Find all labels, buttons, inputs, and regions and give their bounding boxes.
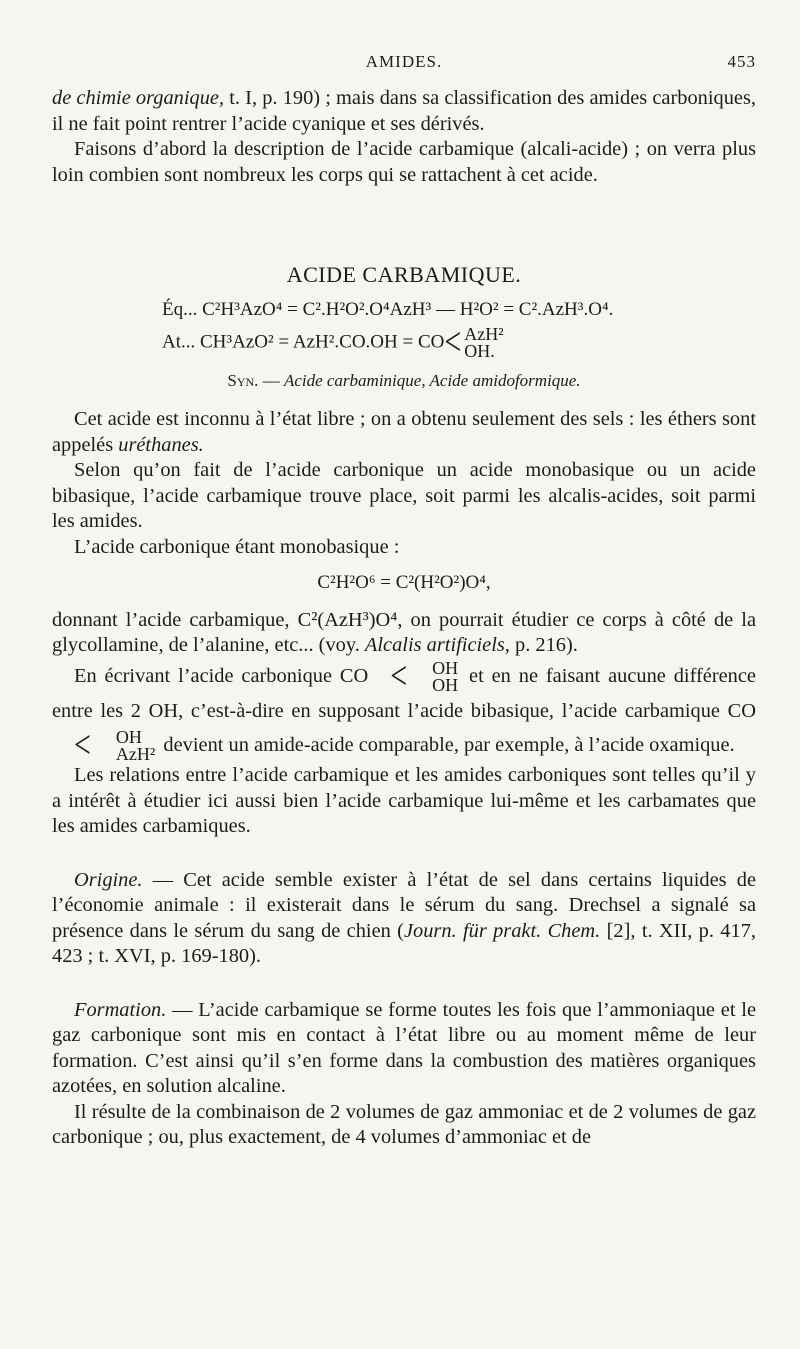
paragraph: L’acide carbonique étant monobasique :: [74, 535, 400, 558]
fraction-bottom: AzH²: [115, 744, 156, 765]
paragraph-text: et en ne faisant aucune différence entre les 2 OH, c’est-à-dire en supposant l’acide bibasique, l’acide carbamique: [52, 664, 756, 722]
paragraph-text: p. 216).: [509, 634, 578, 656]
paragraph: Selon qu’on fait de l’acide carbonique un acide monobasique ou un acide bibasique, l’acide carbamique trouve place, soit parmi les alcalis-acides, soit parmi les amides.: [52, 459, 756, 532]
paragraph-text: — L’acide carbamique se forme toutes les fois que l’ammoniaque et le gaz carbonique sont mis en contact à l’état libre ou au moment même de leur formation. C’est ainsi qu’il s’en forme dans la combustion des matières organiques azotées, en solution alcaline.: [52, 998, 756, 1098]
paragraph-text: [2], t. XII, p. 417, 423 ; t. XVI, p. 169-180).: [52, 919, 756, 968]
paragraph-text: t. I, p. 190) ; mais dans sa classification des amides carboniques, il ne fait point rentrer l’acide cyanique et ses dérivés.: [52, 87, 756, 135]
header-title: AMIDES.: [365, 52, 443, 71]
fraction-bottom: OH.: [464, 340, 495, 361]
paragraph-text: devient un amide-acide comparable, par exemple, à l’acide oxamique.: [158, 733, 735, 756]
bracket-icon: <: [444, 320, 462, 364]
fraction-top: OH: [432, 657, 459, 678]
fraction-bottom: OH: [432, 674, 459, 695]
paragraph-formation: [52, 998, 756, 1100]
paragraph-text: — Cet acide semble exister à l’état de sel dans certains liquides de l’économie animale : il existerait dans le sérum du sang. Drechsel a signalé sa présence dans le sérum du sang de chien (: [52, 868, 756, 942]
paragraph: [52, 608, 756, 659]
paragraph: Faisons d’abord la description de l’acide carbamique (alcali-acide) ; on verra plus loin combien sont nombreux les corps qui se rattachent à cet acide.: [52, 138, 756, 186]
paragraph: Les relations entre l’acide carbamique et les amides carboniques sont telles qu’il y a intérêt à étudier ici aussi bien l’acide carbamique lui-même et les carbamates que les amides carbamiques.: [52, 764, 756, 838]
formula-fraction: [410, 657, 459, 695]
paragraph: [52, 654, 756, 767]
paragraph-text: donnant l’acide carbamique, C²(AzH³)O⁴, on pourrait étudier ce corps à côté de la glycollamine, de l’alanine, etc... (voy.: [52, 608, 756, 656]
origin-label: Origine.: [74, 868, 143, 891]
journal-name: Journ. für prakt. Chem.: [403, 919, 601, 942]
paragraph-origin: [52, 868, 756, 970]
fraction-top: AzH²: [464, 323, 504, 344]
synonym-text: Acide carbaminique, Acide amidoformique.: [283, 370, 581, 390]
italic-text: uréthanes.: [118, 433, 204, 456]
formula-lead: At... CH³AzO² = AzH².CO.OH = CO: [162, 330, 445, 352]
italic-text: Alcalis artificiels,: [364, 634, 510, 656]
formula-equivalent: Éq... C²H³AzO⁴ = C².H²O².O⁴AzH³ — H²O² = C².AzH³.O⁴.: [162, 298, 614, 320]
section-title: ACIDE CARBAMIQUE.: [286, 262, 522, 287]
formula-monobasic: C²H²O⁶ = C²(H²O²)O⁴,: [317, 572, 491, 593]
paragraph-text: En écrivant l’acide carbonique CO: [74, 664, 369, 687]
formula-atomic: [52, 320, 756, 364]
formation-label: Formation.: [74, 998, 167, 1021]
fraction-top: OH: [115, 727, 142, 748]
bracket-icon: <: [74, 724, 91, 767]
synonym-label: Syn.: [227, 370, 259, 390]
formula-co: CO: [727, 699, 756, 722]
paragraph: [52, 407, 756, 458]
paragraph-text: Cet acide est inconnu à l’état libre ; on a obtenu seulement des sels : les éthers sont appelés: [52, 408, 756, 456]
paragraph: [52, 86, 756, 137]
page-number: 453: [727, 52, 756, 71]
synonym-line: Syn. — Acide carbaminique, Acide amidoformique.: [227, 370, 581, 390]
bracket-icon: <: [390, 654, 408, 698]
formula-fraction: [464, 323, 504, 361]
formula-fraction: [94, 729, 155, 763]
page-body: [52, 86, 756, 1151]
running-header: [52, 52, 756, 78]
italic-text: de chimie organique,: [52, 87, 225, 109]
paragraph: Il résulte de la combinaison de 2 volumes de gaz ammoniac et de 2 volumes de gaz carbonique ; ou, plus exactement, de 4 volumes d’ammoniac et de: [52, 1100, 756, 1149]
